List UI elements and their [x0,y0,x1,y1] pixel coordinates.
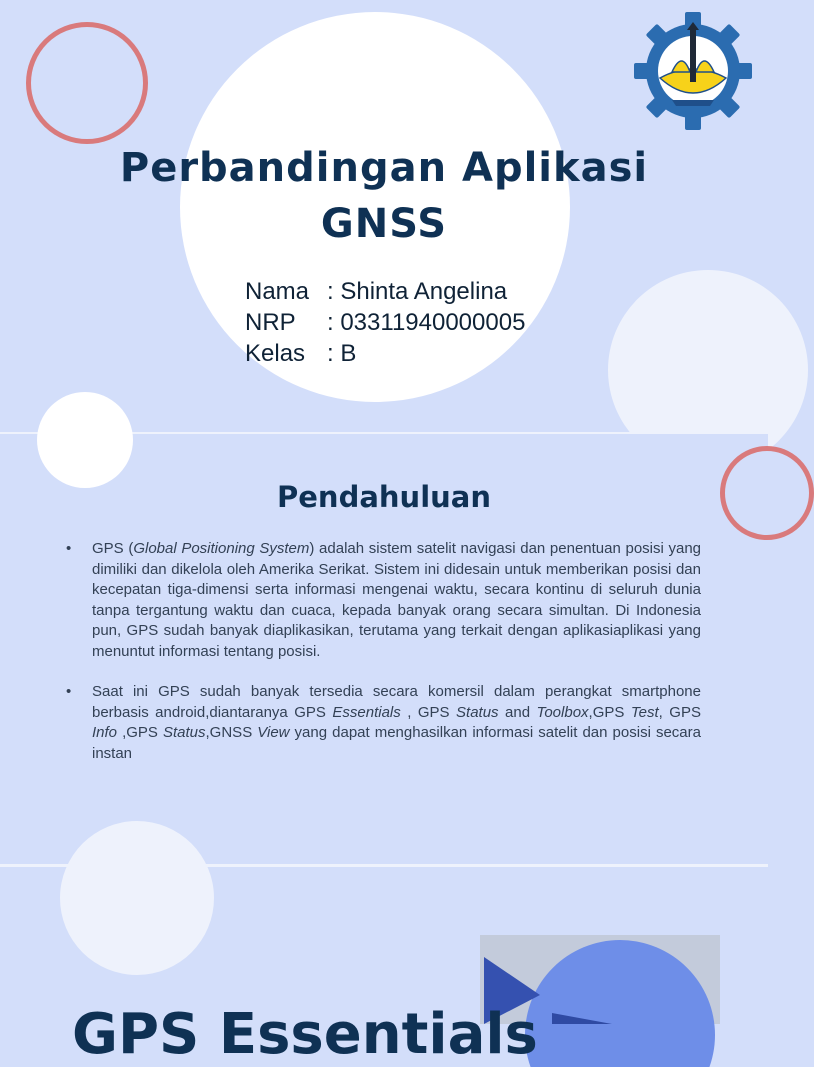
decor-ring [26,22,148,144]
info-value: : 03311940000005 [327,309,526,336]
bullet-list [66,539,701,784]
info-value: : Shinta Angelina [327,278,508,305]
info-row-kelas [245,338,525,369]
its-university-logo-icon [632,10,754,132]
text: ) adalah sistem satelit navigasi dan penentuan posisi yang dimiliki dan dikelola oleh Amerika Serikat. Sistem ini didesain untuk memberikan posisi dan kecepatan tiga-dimensi serta informasi mengenai waktu, secara kontinu di seluruh dunia tanpa tergantung waktu dan cuaca, kepada banyak orang secara simultan. Di Indonesia pun, GPS sudah banyak diaplikasikan, terutama yang terkait dengan aplikasiaplikasi yang menuntut informasi tentang posisi. [92,540,701,660]
text: , GPS [658,703,701,721]
bullet-item [66,682,701,764]
italic-text: Info [92,724,118,741]
text: Saat ini GPS sudah banyak tersedia secara komersil dalam perangkat smartphone berbasis android,diantaranya GPS [92,683,701,721]
slide-title [0,0,768,432]
info-label: Nama [245,278,310,305]
italic-text: Status [456,703,499,721]
title-line-1: Perbandingan Aplikasi [119,145,649,191]
text: GPS ( [92,540,134,557]
presentation-title [0,140,768,252]
bullet-item [66,539,701,662]
student-info [245,276,525,369]
italic-text: Toolbox [536,703,589,721]
italic-text: Test [630,703,659,721]
italic-text: Essentials [332,703,401,721]
info-label: NRP [245,309,296,336]
decor-circle-top-left [37,392,133,488]
section-heading: Pendahuluan [277,480,491,514]
italic-text: Status [162,724,206,741]
text: ,GPS [588,703,631,721]
italic-text: View [257,724,290,741]
info-value: : B [327,340,357,367]
slide-title-partial: GPS Essentials [72,1002,538,1067]
info-row-nrp [245,307,525,338]
text: , GPS [400,703,457,721]
slide-gps-essentials [0,867,768,1067]
decor-circle-left [60,821,214,975]
text: ,GNSS [205,724,258,741]
slide-pendahuluan [0,434,768,864]
title-line-2: GNSS [320,201,448,247]
info-row-name [245,276,525,307]
italic-text: Global Positioning System [133,540,310,557]
text: and [498,703,537,721]
text: yang dapat menghasilkan informasi satelit dan posisi secara instan [92,724,701,762]
info-label: Kelas [245,340,306,367]
text: ,GPS [117,724,163,741]
